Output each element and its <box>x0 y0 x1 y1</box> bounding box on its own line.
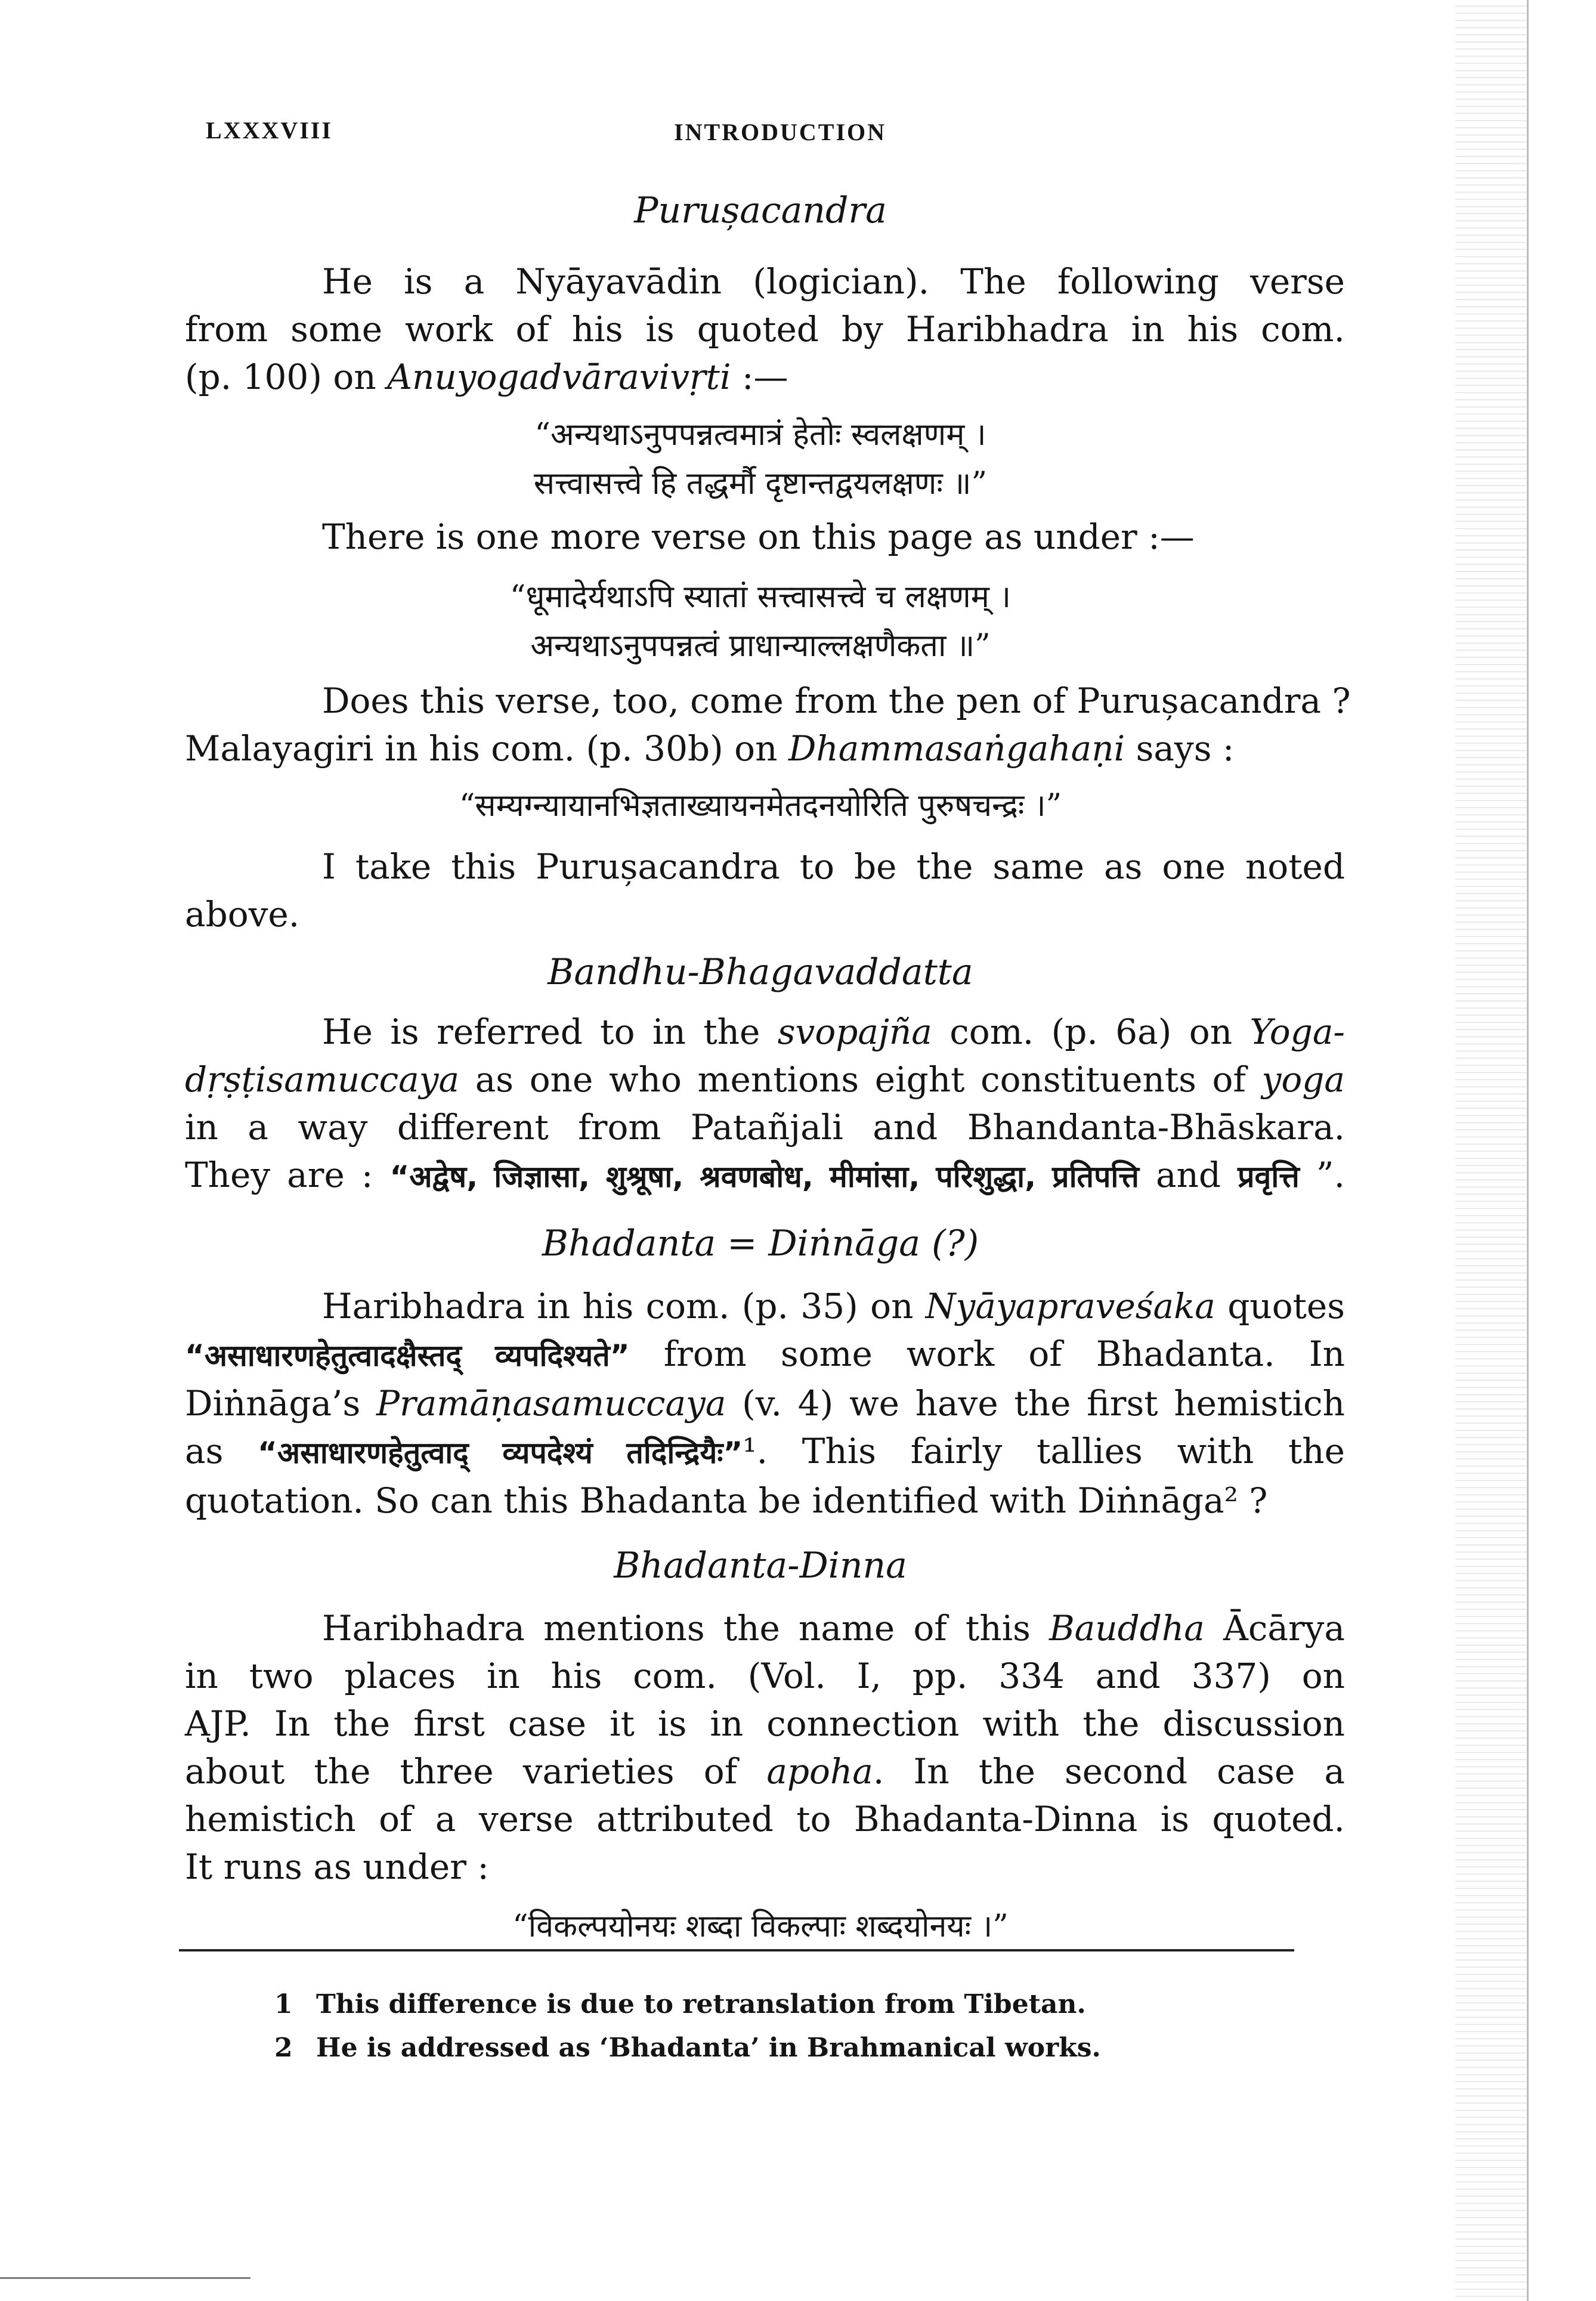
paragraph-bandhu: He is referred to in the svopajña com. (p. 6a) on Yoga- dṛṣṭisamuccaya as one who mentions eight constituents of yoga in a way different from Patañjali and Bhandanta-Bhāskara. They are : “अद्वेष, जिज्ञासा, शुश्रूषा, श्रवणबोध, मीमांसा, परिशुद्धा, प्रतिपत्ति and प्रवृत्ति ”. <box>185 1012 1346 1195</box>
paragraph-purusacandra-3: Does this verse, too, come from the pen of Purușacandra ? Malayagiri in his com. (p. 30b) on Dhammasaṅgahaṇi says : <box>185 681 1351 769</box>
running-title: INTRODUCTION <box>674 119 887 146</box>
footnote-rule <box>179 1949 1294 1951</box>
verse-quote-1: “अन्यथाऽनुपपन्नत्वमात्रं हेतोः स्वलक्षणम् । सत्त्वासत्त्वे हि तद्धर्मौ दृष्टान्तद्वयलक्षणः ॥” <box>533 417 988 502</box>
section-heading-dinna: Bhadanta-Dinna <box>614 1545 907 1586</box>
verse-quote-3: “सम्यग्न्यायानभिज्ञताख्यायनमेतदनयोरिति पुरुषचन्द्रः ।” <box>459 788 1062 824</box>
verse-quote-dinna: “विकल्पयोनयः शब्दा विकल्पाः शब्दयोनयः ।” <box>512 1909 1009 1944</box>
footnote-2: 2 He is addressed as ‘Bhadanta’ in Brahmanical works. <box>274 2033 1101 2063</box>
paragraph-purusacandra-1: He is a Nyāyavādin (logician). The following verse from some work of his is quoted by Haribhadra in his com. (p. 100) on Anuyogadvāravivṛti :— <box>185 261 1345 397</box>
footnote-1: 1 This difference is due to retranslation from Tibetan. <box>274 1989 1086 2019</box>
paragraph-dinna: Haribhadra mentions the name of this Bauddha Ācārya in two places in his com. (Vol. I, pp. 334 and 337) on AJP. In the first case it is in connection with the discussion about the three varieties of apoha. In the second case a hemistich of a verse attributed to Bhadanta-Dinna is quoted. It runs as under : <box>185 1608 1345 1887</box>
paragraph-purusacandra-2: There is one more verse on this page as under :— <box>322 517 1195 557</box>
paragraph-bhadanta: Haribhadra in his com. (p. 35) on Nyāyapraveśaka quotes “असाधारणहेतुत्वादक्षैस्तद् व्यपदिश्यते” from some work of Bhadanta. In Diṅnāga’s Pramāṇasamuccaya (v. 4) we have the first hemistich as “असाधारणहेतुत्वाद् व्यपदेश्यं तदिन्द्रियैः”¹. This fairly tallies with the quotation. So can this Bhadanta be identified with Diṅnāga² ? <box>185 1286 1346 1521</box>
page-edge-shadow <box>1455 0 1527 2301</box>
section-heading-bandhu: Bandhu-Bhagavaddatta <box>548 951 973 993</box>
verse-quote-2: “धूमादेर्यथाऽपि स्यातां सत्त्वासत्त्वे च लक्षणम् । अन्यथाऽनुपपन्नत्वं प्राधान्याल्लक्षणैकता ॥” <box>509 579 1012 664</box>
scan-bottom-rule <box>0 2277 250 2279</box>
section-heading-bhadanta: Bhadanta = Diṅnāga (?) <box>542 1223 979 1264</box>
page-edge-line <box>1527 0 1529 2301</box>
page-number: LXXXVIII <box>206 117 333 144</box>
paragraph-purusacandra-4: I take this Purușacandra to be the same as one noted above. <box>185 846 1345 935</box>
section-heading-purusacandra: Purușacandra <box>634 190 887 231</box>
